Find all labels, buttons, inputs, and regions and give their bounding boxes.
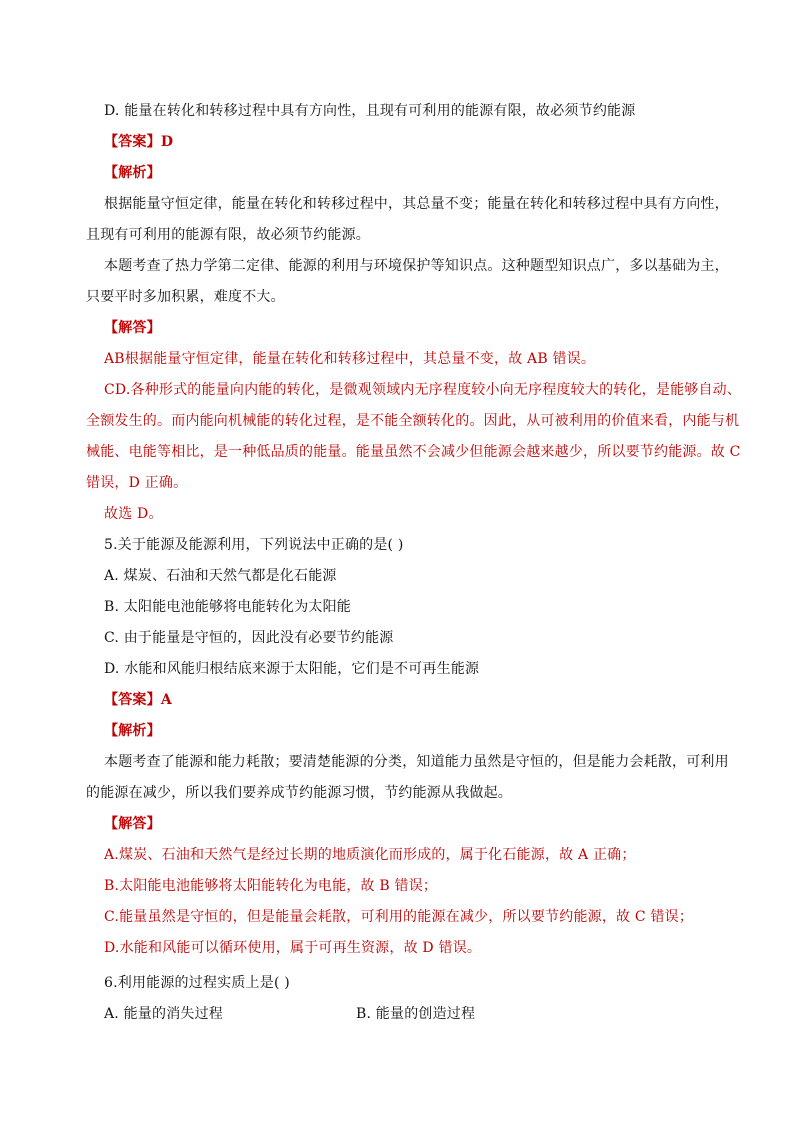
q5-solution-line: B.太阳能电池能够将太阳能转化为电能，故 B 错误； bbox=[104, 878, 438, 894]
analysis-line: 本题考查了热力学第二定律、能源的利用与环境保护等知识点。这种题型知识点广，多以基础为主， bbox=[104, 258, 729, 274]
solution-line: 械能、电能等相比，是一种低品质的能量。能量虽然不会减少但能源会越来越少，所以要节约能源。故 C bbox=[86, 444, 741, 460]
solution-line: 错误，D 正确。 bbox=[86, 475, 188, 491]
conclusion: 故选 D。 bbox=[104, 506, 163, 522]
q5-analysis-line: 的能源在减少，所以我们要养成节约能源习惯，节约能源从我做起。 bbox=[86, 785, 512, 801]
question-5-option: D. 水能和风能归根结底来源于太阳能，它们是不可再生能源 bbox=[104, 661, 480, 677]
analysis-line: 且现有可利用的能源有限，故必须节约能源。 bbox=[86, 227, 370, 243]
answer-line bbox=[104, 132, 173, 152]
answer-label: 【答案】 bbox=[104, 134, 161, 150]
answer-value: D bbox=[160, 134, 174, 150]
analysis-line: 根据能量守恒定律，能量在转化和转移过程中，其总量不变；能量在转化和转移过程中具有方向性， bbox=[104, 196, 729, 212]
analysis-line: 只要平时多加积累，难度不大。 bbox=[86, 289, 285, 305]
analysis-label: 【解析】 bbox=[104, 165, 161, 181]
question-6-stem: 6.利用能源的过程实质上是( ) bbox=[104, 975, 290, 991]
q5-analysis-line: 本题考查了能源和能力耗散；要清楚能源的分类，知道能力虽然是守恒的，但是能力会耗散，可利用 bbox=[104, 754, 729, 770]
question-6-option-b: B. 能量的创造过程 bbox=[356, 1006, 476, 1022]
q5-answer-label: 【答案】 bbox=[104, 692, 161, 708]
solution-line: AB根据能量守恒定律，能量在转化和转移过程中，其总量不变，故 AB 错误。 bbox=[104, 351, 596, 367]
q5-solution-line: C.能量虽然是守恒的，但是能量会耗散，可利用的能源在减少，所以要节约能源，故 C 错误； bbox=[104, 909, 694, 925]
option-d: D. 能量在转化和转移过程中具有方向性，且现有可利用的能源有限，故必须节约能源 bbox=[104, 103, 636, 119]
q5-analysis-label: 【解析】 bbox=[104, 723, 161, 739]
solution-line: 全额发生的。而内能向机械能的转化过程，是不能全额转化的。因此，从可被利用的价值来看，内能与机 bbox=[86, 413, 740, 429]
q5-answer-line bbox=[104, 690, 172, 710]
question-5-option: A. 煤炭、石油和天然气都是化石能源 bbox=[104, 568, 337, 584]
q5-solution-line: D.水能和风能可以循环使用，属于可再生资源，故 D 错误。 bbox=[104, 940, 482, 956]
question-5-stem: 5.关于能源及能源利用，下列说法中正确的是( ) bbox=[104, 537, 404, 553]
question-5-option: B. 太阳能电池能够将电能转化为太阳能 bbox=[104, 599, 351, 615]
q5-solution-label: 【解答】 bbox=[104, 816, 161, 832]
solution-line: CD.各种形式的能量向内能的转化，是微观领域内无序程度较小向无序程度较大的转化，是能够自动、 bbox=[104, 382, 742, 398]
question-6-option-a: A. 能量的消失过程 bbox=[104, 1006, 224, 1022]
q5-answer-value: A bbox=[160, 692, 172, 708]
solution-label: 【解答】 bbox=[104, 320, 161, 336]
question-5-option: C. 由于能量是守恒的，因此没有必要节约能源 bbox=[104, 630, 394, 646]
q5-solution-line: A.煤炭、石油和天然气是经过长期的地质演化而形成的，属于化石能源，故 A 正确； bbox=[104, 847, 636, 863]
